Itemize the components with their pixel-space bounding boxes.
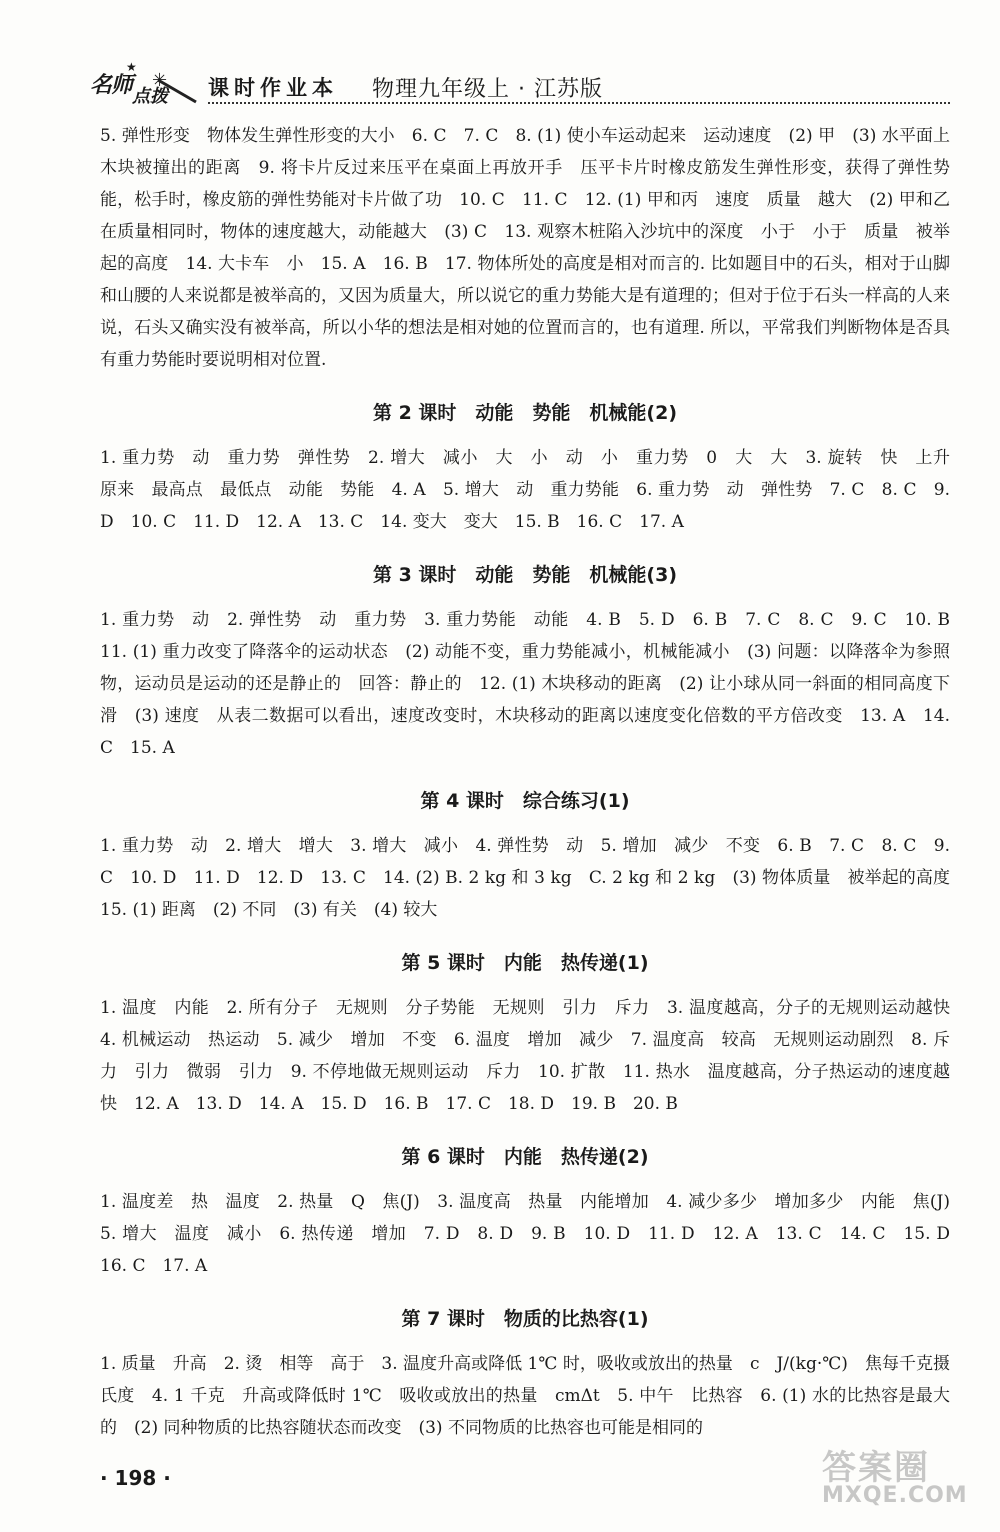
answer-paragraph: 5. 弹性形变 物体发生弹性形变的大小 6. C 7. C 8. (1) 使小车运动起来 运动速度 (2) 甲 (3) 水平面上木块被撞出的距离 9. 将卡片反过来压平在桌面上再放开手 压平卡片时橡皮筋发生弹性形变，获得了弹性势能，松手时，橡皮筋的弹性势能对卡片做了功 10. C 11. C 12. (1) 甲和丙 速度 质量 越大 (2) 甲和乙 在质量相同时，物体的速度越大，动能越大 (3) C 13. 观察木桩陷入沙坑中的深度 小于 小于 质量 被举起的高度 14. 大卡车 小 15. A 16. B 17. 物体所处的高度是相对而言的. 比如题目中的石头，相对于山脚和山腰的人来说都是被举高的，又因为质量大，所以说它的重力势能大是有道理的；但对于位于石头一样高的人来说，石头又确实没有被举高，所以小华的想法是相对她的位置而言的，也有道理. 所以，平常我们判断物体是否具有重力势能时要说明相对位置. bbox=[100, 126, 967, 370]
series-name: 课时作业本 bbox=[208, 76, 338, 100]
star-icon: ★ bbox=[126, 60, 137, 74]
watermark bbox=[822, 1440, 972, 1520]
section-title: 第 4 课时 综合练习(1) bbox=[420, 790, 630, 812]
sparkle-icon: ✳ bbox=[152, 70, 168, 91]
page-header bbox=[90, 60, 950, 107]
answer-paragraph: 1. 质量 升高 2. 烫 相等 高于 3. 温度升高或降低 1℃ 时，吸收或放出的热量 c J/(kg·℃) 焦每千克摄氏度 4. 1 千克 升高或降低时 1℃ 吸收或放出的热量 cmΔt 5. 中午 比热容 6. (1) 水的比热容是最大的 (2) 同种物质的比热容随状态而改变 (3) 不同物质的比热容也可能是相同的 bbox=[100, 1354, 950, 1438]
section-title: 第 5 课时 内能 热传递(1) bbox=[401, 952, 649, 974]
book-title: 物理九年级上 · 江苏版 bbox=[372, 77, 603, 102]
publisher-logo bbox=[90, 60, 200, 107]
header-divider bbox=[208, 102, 950, 104]
logo-text-top: 名师 bbox=[90, 72, 133, 98]
answer-content bbox=[100, 120, 967, 1444]
answer-paragraph: 1. 重力势 动 2. 增大 增大 3. 增大 减小 4. 弹性势 动 5. 增加 减少 不变 6. B 7. C 8. C 9. C 10. D 11. D 12. D 13. C 14. (2) B. 2 kg 和 3 kg C. 2 kg 和 2 kg (3) 物体质量 被举起的高度 15. (1) 距离 (2) 不同 (3) 有关 (4) 较大 bbox=[100, 836, 967, 920]
brush-stroke-icon bbox=[156, 76, 200, 104]
section-title: 第 2 课时 动能 势能 机械能(2) bbox=[372, 402, 678, 424]
section-title: 第 7 课时 物质的比热容(1) bbox=[401, 1308, 649, 1330]
answer-paragraph: 1. 温度 内能 2. 所有分子 无规则 分子势能 无规则 引力 斥力 3. 温度越高，分子的无规则运动越快 4. 机械运动 热运动 5. 减少 增加 不变 6. 温度 增加 减少 7. 温度高 较高 无规则运动剧烈 8. 斥力 引力 微弱 引力 9. 不停地做无规则运动 斥力 10. 扩散 11. 热水 温度越高，分子热运动的速度越快 12. A 13. D 14. A 15. D 16. B 17. C 18. D 19. B 20. B bbox=[100, 998, 967, 1114]
section-title: 第 6 课时 内能 热传递(2) bbox=[401, 1146, 649, 1168]
section-title: 第 3 课时 动能 势能 机械能(3) bbox=[372, 564, 678, 586]
page-number: · 198 · bbox=[100, 1466, 171, 1490]
watermark-line-2: MXQE.COM bbox=[822, 1483, 968, 1508]
logo-text-bottom: 点拨 bbox=[132, 86, 168, 107]
answer-paragraph: 1. 重力势 动 2. 弹性势 动 重力势 3. 重力势能 动能 4. B 5. D 6. B 7. C 8. C 9. C 10. B 11. (1) 重力改变了降落伞的运动状态 (2) 动能不变，重力势能减小，机械能减小 (3) 问题：以降落伞为参照物，运动员是运动的还是静止的 回答：静止的 12. (1) 木块移动的距离 (2) 让小球从同一斜面的相同高度下滑 (3) 速度 从表二数据可以看出，速度改变时，木块移动的距离以速度变化倍数的平方倍改变 13. A 14. C 15. A bbox=[100, 610, 967, 758]
answer-paragraph: 1. 温度差 热 温度 2. 热量 Q 焦(J) 3. 温度高 热量 内能增加 4. 减少多少 增加多少 内能 焦(J) 5. 增大 温度 减小 6. 热传递 增加 7. D 8. D 9. B 10. D 11. D 12. A 13. C 14. C 15. D 16. C 17. A bbox=[100, 1192, 967, 1276]
watermark-line-1: 答案圈 bbox=[822, 1448, 930, 1488]
answer-paragraph: 1. 重力势 动 重力势 弹性势 2. 增大 减小 大 小 动 小 重力势 0 大 大 3. 旋转 快 上升 原来 最高点 最低点 动能 势能 4. A 5. 增大 动 重力势能 6. 重力势 动 弹性势 7. C 8. C 9. D 10. C 11. D 12. A 13. C 14. 变大 变大 15. B 16. C 17. A bbox=[100, 448, 967, 532]
